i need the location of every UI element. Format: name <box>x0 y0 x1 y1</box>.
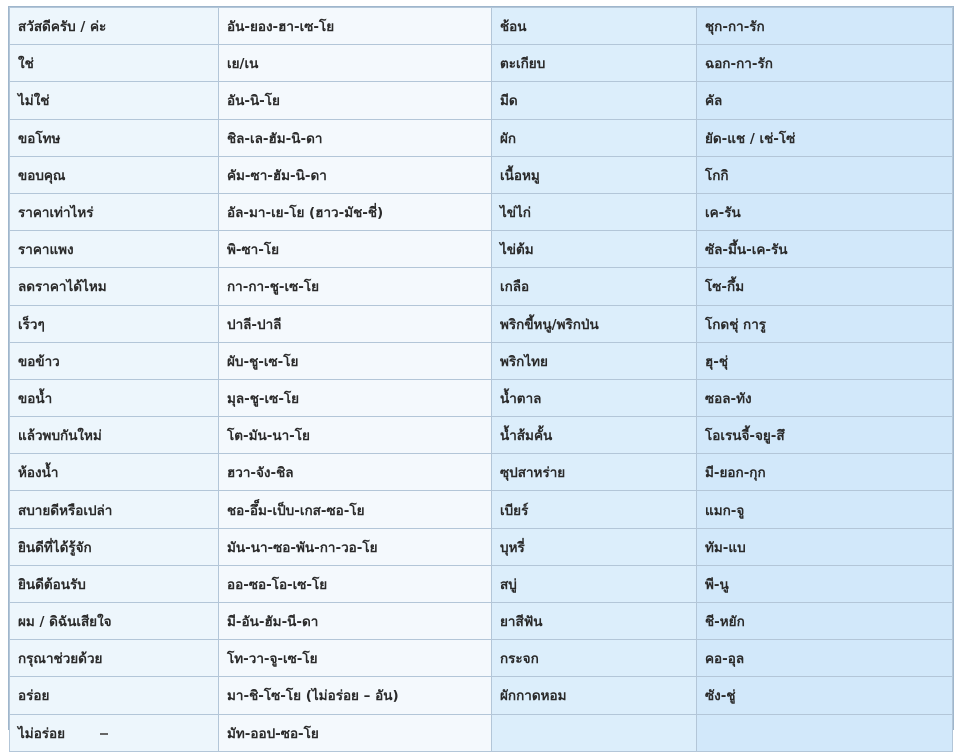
korean-phrase-cell: ผับ-ชู-เซ-โย <box>219 342 492 379</box>
table-row <box>10 528 953 565</box>
thai-phrase-cell: ขอข้าว <box>10 342 219 379</box>
korean-word-cell: แมก-จู <box>697 491 953 528</box>
table-row <box>10 677 953 714</box>
thai-phrase-cell: ขอบคุณ <box>10 156 219 193</box>
thai-phrase-cell: ผม / ดิฉันเสียใจ <box>10 603 219 640</box>
table-row <box>10 45 953 82</box>
table-row <box>10 603 953 640</box>
korean-word-cell: โซ-กึ้ม <box>697 268 953 305</box>
thai-phrase-cell: ไม่อร่อย <box>10 714 219 751</box>
korean-phrase-cell: โต-มัน-นา-โย <box>219 417 492 454</box>
korean-phrase-cell: ฮวา-จัง-ชิล <box>219 454 492 491</box>
table-row <box>10 454 953 491</box>
thai-phrase-cell: เร็วๆ <box>10 305 219 342</box>
bottom-mark <box>100 733 108 735</box>
korean-word-cell: ชุก-กา-รัก <box>697 8 953 45</box>
table-row <box>10 231 953 268</box>
thai-phrase-cell: ไม่ใช่ <box>10 82 219 119</box>
table-row <box>10 156 953 193</box>
korean-word-cell: ยัด-แช / เช่-โซ่ <box>697 119 953 156</box>
korean-phrase-cell: อัล-มา-เย-โย (ฮาว-มัช-ชี่) <box>219 193 492 230</box>
thai-phrase-cell: ยินดีที่ได้รู้จัก <box>10 528 219 565</box>
thai-word-cell: เบียร์ <box>492 491 697 528</box>
korean-word-cell: ฉอก-กา-รัก <box>697 45 953 82</box>
thai-word-cell: ผัก <box>492 119 697 156</box>
korean-phrase-cell: อัน-นิ-โย <box>219 82 492 119</box>
korean-word-cell: โอเรนจี้-จยู-สึ <box>697 417 953 454</box>
thai-word-cell: พริกขี้หนู/พริกป่น <box>492 305 697 342</box>
korean-word-cell: คัล <box>697 82 953 119</box>
korean-word-cell: โกกิ <box>697 156 953 193</box>
thai-word-cell: สบู่ <box>492 565 697 602</box>
thai-word-cell: บุหรี่ <box>492 528 697 565</box>
korean-word-cell: ชี-หยัก <box>697 603 953 640</box>
korean-phrase-cell: ชิล-เล-ฮัม-นิ-ดา <box>219 119 492 156</box>
thai-word-cell: ผักกาดหอม <box>492 677 697 714</box>
thai-word-cell: ซุปสาหร่าย <box>492 454 697 491</box>
thai-phrase-cell: ใช่ <box>10 45 219 82</box>
thai-phrase-cell: ห้องน้ำ <box>10 454 219 491</box>
table-row <box>10 714 953 751</box>
thai-word-cell <box>492 714 697 751</box>
thai-phrase-cell: ราคาแพง <box>10 231 219 268</box>
thai-word-cell: ไข่ไก่ <box>492 193 697 230</box>
thai-word-cell: กระจก <box>492 640 697 677</box>
korean-phrase-cell: มา-ชิ-โซ-โย (ไม่อร่อย – อัน) <box>219 677 492 714</box>
korean-phrase-cell: อัน-ยอง-ฮา-เซ-โย <box>219 8 492 45</box>
korean-phrase-cell: มุล-ชู-เซ-โย <box>219 379 492 416</box>
korean-word-cell <box>697 714 953 751</box>
thai-phrase-cell: กรุณาช่วยด้วย <box>10 640 219 677</box>
thai-word-cell: ช้อน <box>492 8 697 45</box>
table-row <box>10 8 953 45</box>
phrase-table-body <box>10 8 953 752</box>
korean-phrase-cell: มี-อัน-ฮัม-นี-ดา <box>219 603 492 640</box>
thai-word-cell: ตะเกียบ <box>492 45 697 82</box>
korean-word-cell: เค-รัน <box>697 193 953 230</box>
korean-word-cell: ทัม-แบ <box>697 528 953 565</box>
korean-phrase-cell: มัน-นา-ซอ-พัน-กา-วอ-โย <box>219 528 492 565</box>
korean-word-cell: โกดชุ่ การู <box>697 305 953 342</box>
korean-phrase-cell: ชอ-อึ็ม-เป็บ-เกส-ซอ-โย <box>219 491 492 528</box>
thai-phrase-cell: สวัสดีครับ / ค่ะ <box>10 8 219 45</box>
korean-word-cell: ซัง-ชู่ <box>697 677 953 714</box>
thai-word-cell: ยาสีฟัน <box>492 603 697 640</box>
table-row <box>10 491 953 528</box>
korean-word-cell: พี-นู <box>697 565 953 602</box>
korean-phrase-cell: คัม-ซา-ฮัม-นิ-ดา <box>219 156 492 193</box>
korean-word-cell: มี-ยอก-กุก <box>697 454 953 491</box>
korean-word-cell: ฮุ-ชุ่ <box>697 342 953 379</box>
thai-word-cell: พริกไทย <box>492 342 697 379</box>
korean-phrase-cell: กา-กา-ชู-เซ-โย <box>219 268 492 305</box>
phrase-table-container <box>8 6 954 742</box>
thai-phrase-cell: สบายดีหรือเปล่า <box>10 491 219 528</box>
thai-phrase-cell: ขอน้ำ <box>10 379 219 416</box>
table-row <box>10 640 953 677</box>
thai-phrase-cell: ราคาเท่าไหร่ <box>10 193 219 230</box>
thai-word-cell: เกลือ <box>492 268 697 305</box>
thai-phrase-cell: ลดราคาได้ไหม <box>10 268 219 305</box>
korean-word-cell: ซอล-ทัง <box>697 379 953 416</box>
korean-phrase-cell: มัท-ออป-ซอ-โย <box>219 714 492 751</box>
table-row <box>10 565 953 602</box>
thai-word-cell: น้ำตาล <box>492 379 697 416</box>
thai-phrase-cell: ยินดีต้อนรับ <box>10 565 219 602</box>
table-row <box>10 268 953 305</box>
table-row <box>10 379 953 416</box>
thai-word-cell: มีด <box>492 82 697 119</box>
korean-phrase-cell: ปาลี-ปาลี <box>219 305 492 342</box>
table-row <box>10 82 953 119</box>
korean-phrase-cell: โท-วา-จู-เซ-โย <box>219 640 492 677</box>
table-row <box>10 305 953 342</box>
thai-word-cell: เนื้อหมู <box>492 156 697 193</box>
korean-word-cell: คอ-อุล <box>697 640 953 677</box>
table-row <box>10 417 953 454</box>
korean-phrase-cell: เย/เน <box>219 45 492 82</box>
korean-word-cell: ซัล-มึ้น-เค-รัน <box>697 231 953 268</box>
thai-phrase-cell: อร่อย <box>10 677 219 714</box>
table-row <box>10 193 953 230</box>
thai-word-cell: ไข่ต้ม <box>492 231 697 268</box>
table-row <box>10 342 953 379</box>
thai-phrase-cell: แล้วพบกันใหม่ <box>10 417 219 454</box>
korean-phrase-cell: ออ-ซอ-โอ-เซ-โย <box>219 565 492 602</box>
phrase-table <box>9 7 953 752</box>
thai-phrase-cell: ขอโทษ <box>10 119 219 156</box>
korean-phrase-cell: พิ-ซา-โย <box>219 231 492 268</box>
thai-word-cell: น้ำส้มคั้น <box>492 417 697 454</box>
table-row <box>10 119 953 156</box>
